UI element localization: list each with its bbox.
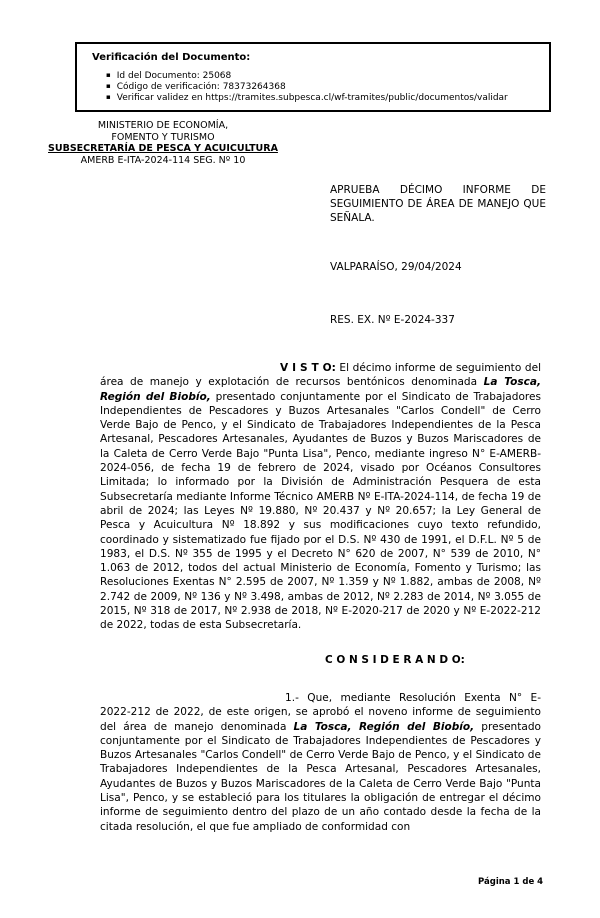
- ministry-line-2: FOMENTO Y TURISMO: [111, 131, 215, 143]
- subsecretaria-title: SUBSECRETARÍA DE PESCA Y ACUICULTURA: [48, 143, 278, 155]
- visto-text-1: El décimo informe de seguimiento del área de manejo y explotación de recursos bentónicos denominada: [100, 362, 541, 389]
- verification-code-text: Código de verificación: 78373264368: [116, 82, 286, 92]
- resolution-number: RES. EX. Nº E-2024-337: [330, 314, 455, 326]
- list-item: [92, 71, 539, 82]
- bullet-icon: ▪: [106, 93, 111, 101]
- verification-title: Verificación del Documento:: [92, 52, 251, 63]
- considerando-text-2: presentado conjuntamente por el Sindicato de Trabajadores Independientes de Pescadores y Buzos Artesanales "Carlos Condell" de Cerro Verde Bajo de Penco, y el Sindicato de Trabajadores Independientes de la Pesca Artesanal, Pescadores Artesanales, Ayudantes de Buzos y Buzos Mariscadores de la Caleta de Cerro Verde Bajo "Punta Lisa", Penco, y se estableció para los titulares la obligación de entregar el décimo informe de seguimiento dentro del plazo de un año contado desde la fecha de la citada resolución, el que fue ampliado de conformidad con: [100, 720, 541, 833]
- list-item: [92, 82, 539, 93]
- page-number: Página 1 de 4: [478, 877, 544, 887]
- verification-list: [92, 71, 539, 104]
- list-item: [92, 93, 539, 104]
- verification-box: [75, 42, 551, 112]
- resolution-subject: APRUEBA DÉCIMO INFORME DE SEGUIMIENTO DE ÁREA DE MANEJO QUE SEÑALA.: [330, 184, 546, 224]
- visto-label: V I S T O:: [280, 362, 336, 374]
- considerando-text-1: 1.- Que, mediante Resolución Exenta N° E-2022-212 de 2022, de este origen, se aprobó el noveno informe de seguimiento del área de manejo denominada: [100, 692, 541, 733]
- amerb-reference: AMERB E-ITA-2024-114 SEG. Nº 10: [80, 154, 246, 166]
- letterhead: [38, 120, 288, 166]
- considerando-paragraph-1: [100, 691, 541, 834]
- validation-url-text: Verificar validez en https://tramites.subpesca.cl/wf-tramites/public/documentos/validar: [116, 93, 508, 103]
- place-date-line: VALPARAÍSO, 29/04/2024: [330, 261, 462, 273]
- visto-text-2: presentado conjuntamente por el Sindicato de Trabajadores Independientes de Pescadores y Buzos Artesanales "Carlos Condell" de Cerro Verde Bajo de Penco, y el Sindicato de Trabajadores Independientes de la Pesca Artesanal, Pescadores Artesanales, Ayudantes de Buzos y Buzos Mariscadores de la Caleta de Cerro Verde Bajo "Punta Lisa", Penco, mediante ingreso N° E-AMERB-2024-056, de fecha 19 de febrero de 2024, visado por Océanos Consultores Limitada; lo informado por la División de Administración Pesquera de esta Subsecretaría mediante Informe Técnico AMERB Nº E-ITA-2024-114, de fecha 19 de abril de 2024; las Leyes Nº 19.880, Nº 20.437 y Nº 20.657; la Ley General de Pesca y Acuicultura Nº 18.892 y sus modificaciones cuyo texto refundido, coordinado y sistematizado fue fijado por el D.S. Nº 430 de 1991, el D.F.L. Nº 5 de 1983, el D.S. Nº 355 de 1995 y el Decreto N° 620 de 2007, N° 539 de 2010, N° 1.063 de 2012, todos del actual Ministerio de Economía, Fomento y Turismo; las Resoluciones Exentas N° 2.595 de 2007, Nº 1.359 y Nº 1.882, ambas de 2008, Nº 2.742 de 2009, Nº 136 y Nº 3.498, ambas de 2012, Nº 2.283 de 2014, Nº 3.055 de 2015, Nº 318 de 2017, Nº 2.938 de 2018, Nº E-2020-217 de 2020 y Nº E-2022-212 de 2022, todas de esta Subsecretaría.: [100, 390, 541, 632]
- bullet-icon: ▪: [106, 82, 111, 90]
- document-id-text: Id del Documento: 25068: [116, 71, 232, 81]
- visto-paragraph: [100, 361, 541, 633]
- bullet-icon: ▪: [106, 71, 111, 79]
- considerando-heading: C O N S I D E R A N D O:: [325, 654, 465, 666]
- area-name-emphasis: La Tosca, Región del Biobío,: [293, 720, 475, 733]
- ministry-line-1: MINISTERIO DE ECONOMÍA,: [97, 120, 229, 131]
- area-name-emphasis: La Tosca, Región del Biobío,: [100, 376, 541, 403]
